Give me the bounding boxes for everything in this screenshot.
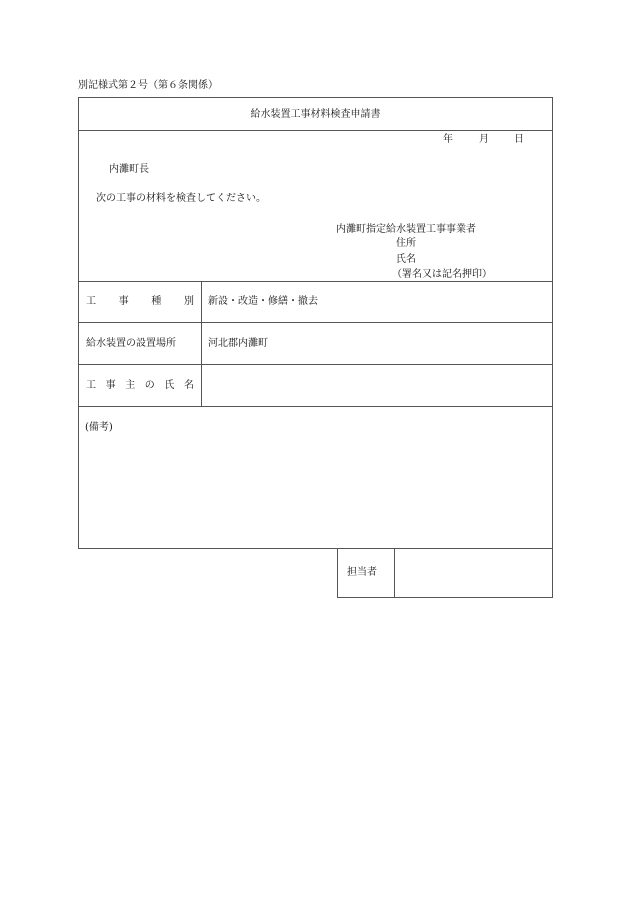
seal-note: （署名又は記名押印） — [392, 269, 492, 280]
request-text: 次の工事の材料を検査してください。 — [96, 193, 266, 204]
title-divider — [78, 130, 553, 131]
label-column-divider — [201, 281, 202, 406]
addressee: 内灘町長 — [109, 164, 149, 175]
construction-type-label: 工 事 種 別 — [86, 296, 194, 307]
staff-signature-field[interactable] — [395, 549, 552, 597]
date-day: 日 — [514, 134, 524, 145]
row-divider — [78, 364, 553, 365]
applicant-name-label: 氏名 — [396, 254, 416, 265]
form-number: 別記様式第２号（第６条関係） — [78, 80, 218, 91]
applicant-address-label: 住所 — [396, 238, 416, 249]
owner-name-label: 工 事 主 の 氏 名 — [86, 380, 194, 391]
row-divider — [78, 281, 553, 282]
date-year: 年 — [443, 134, 453, 145]
form-title: 給水装置工事材料検査申請書 — [250, 109, 381, 120]
installation-location-label: 給水装置の設置場所 — [86, 338, 176, 349]
remarks-area[interactable] — [79, 437, 552, 548]
remarks-label: (備考) — [85, 422, 113, 433]
staff-label: 担当者 — [347, 567, 377, 578]
row-divider — [78, 406, 553, 407]
installation-location-value[interactable]: 河北郡内灘町 — [208, 338, 268, 349]
construction-type-value[interactable]: 新設・改造・修繕・撤去 — [208, 296, 318, 307]
applicant-heading: 内灘町指定給水装置工事事業者 — [336, 224, 476, 235]
date-month: 月 — [479, 134, 489, 145]
row-divider — [78, 322, 553, 323]
